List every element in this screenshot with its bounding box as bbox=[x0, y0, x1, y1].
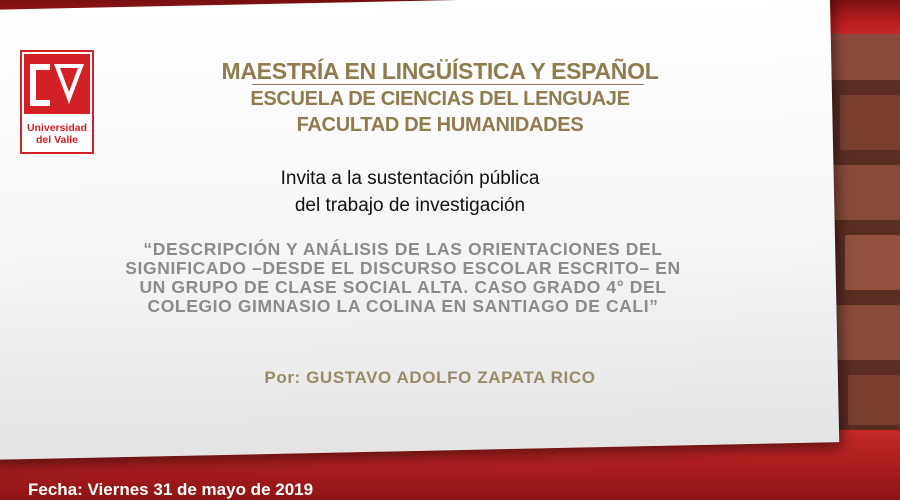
brick bbox=[825, 165, 900, 220]
thesis-title-line-1: “DESCRIPCIÓN Y ANÁLISIS DE LAS ORIENTACIONES DEL bbox=[143, 239, 663, 259]
thesis-title-line-2: SIGNIFICADO –DESDE EL DISCURSO ESCOLAR ESCRITO– EN bbox=[125, 258, 681, 278]
invitation-line-1: Invita a la sustentación pública bbox=[280, 168, 540, 189]
faculty-heading: FACULTAD DE HUMANIDADES bbox=[296, 114, 584, 136]
event-date: Fecha: Viernes 31 de mayo de 2019 bbox=[28, 480, 314, 499]
program-heading: MAESTRÍA EN LINGÜÍSTICA Y ESPAÑOL bbox=[221, 58, 659, 84]
logo-wordmark bbox=[22, 122, 92, 146]
thesis-title-line-4: COLEGIO GIMNASIO LA COLINA EN SANTIAGO DE CALI” bbox=[147, 296, 659, 316]
brick bbox=[848, 375, 900, 425]
thesis-title-line-3: UN GRUPO DE CLASE SOCIAL ALTA. CASO GRADO 4° DEL bbox=[139, 277, 667, 297]
logo-mark-icon bbox=[24, 54, 90, 114]
brick bbox=[840, 95, 900, 150]
school-heading: ESCUELA DE CIENCIAS DEL LENGUAJE bbox=[250, 88, 630, 110]
logo-line1: Universidad bbox=[26, 122, 88, 134]
logo-line2: del Valle bbox=[35, 134, 79, 146]
thesis-title bbox=[98, 240, 708, 316]
heading-underline bbox=[252, 84, 644, 85]
author-line: Por: GUSTAVO ADOLFO ZAPATA RICO bbox=[264, 368, 596, 387]
invitation-line-2: del trabajo de investigación bbox=[294, 195, 526, 216]
university-logo bbox=[20, 50, 94, 154]
brick bbox=[845, 235, 900, 290]
brick bbox=[828, 305, 900, 360]
